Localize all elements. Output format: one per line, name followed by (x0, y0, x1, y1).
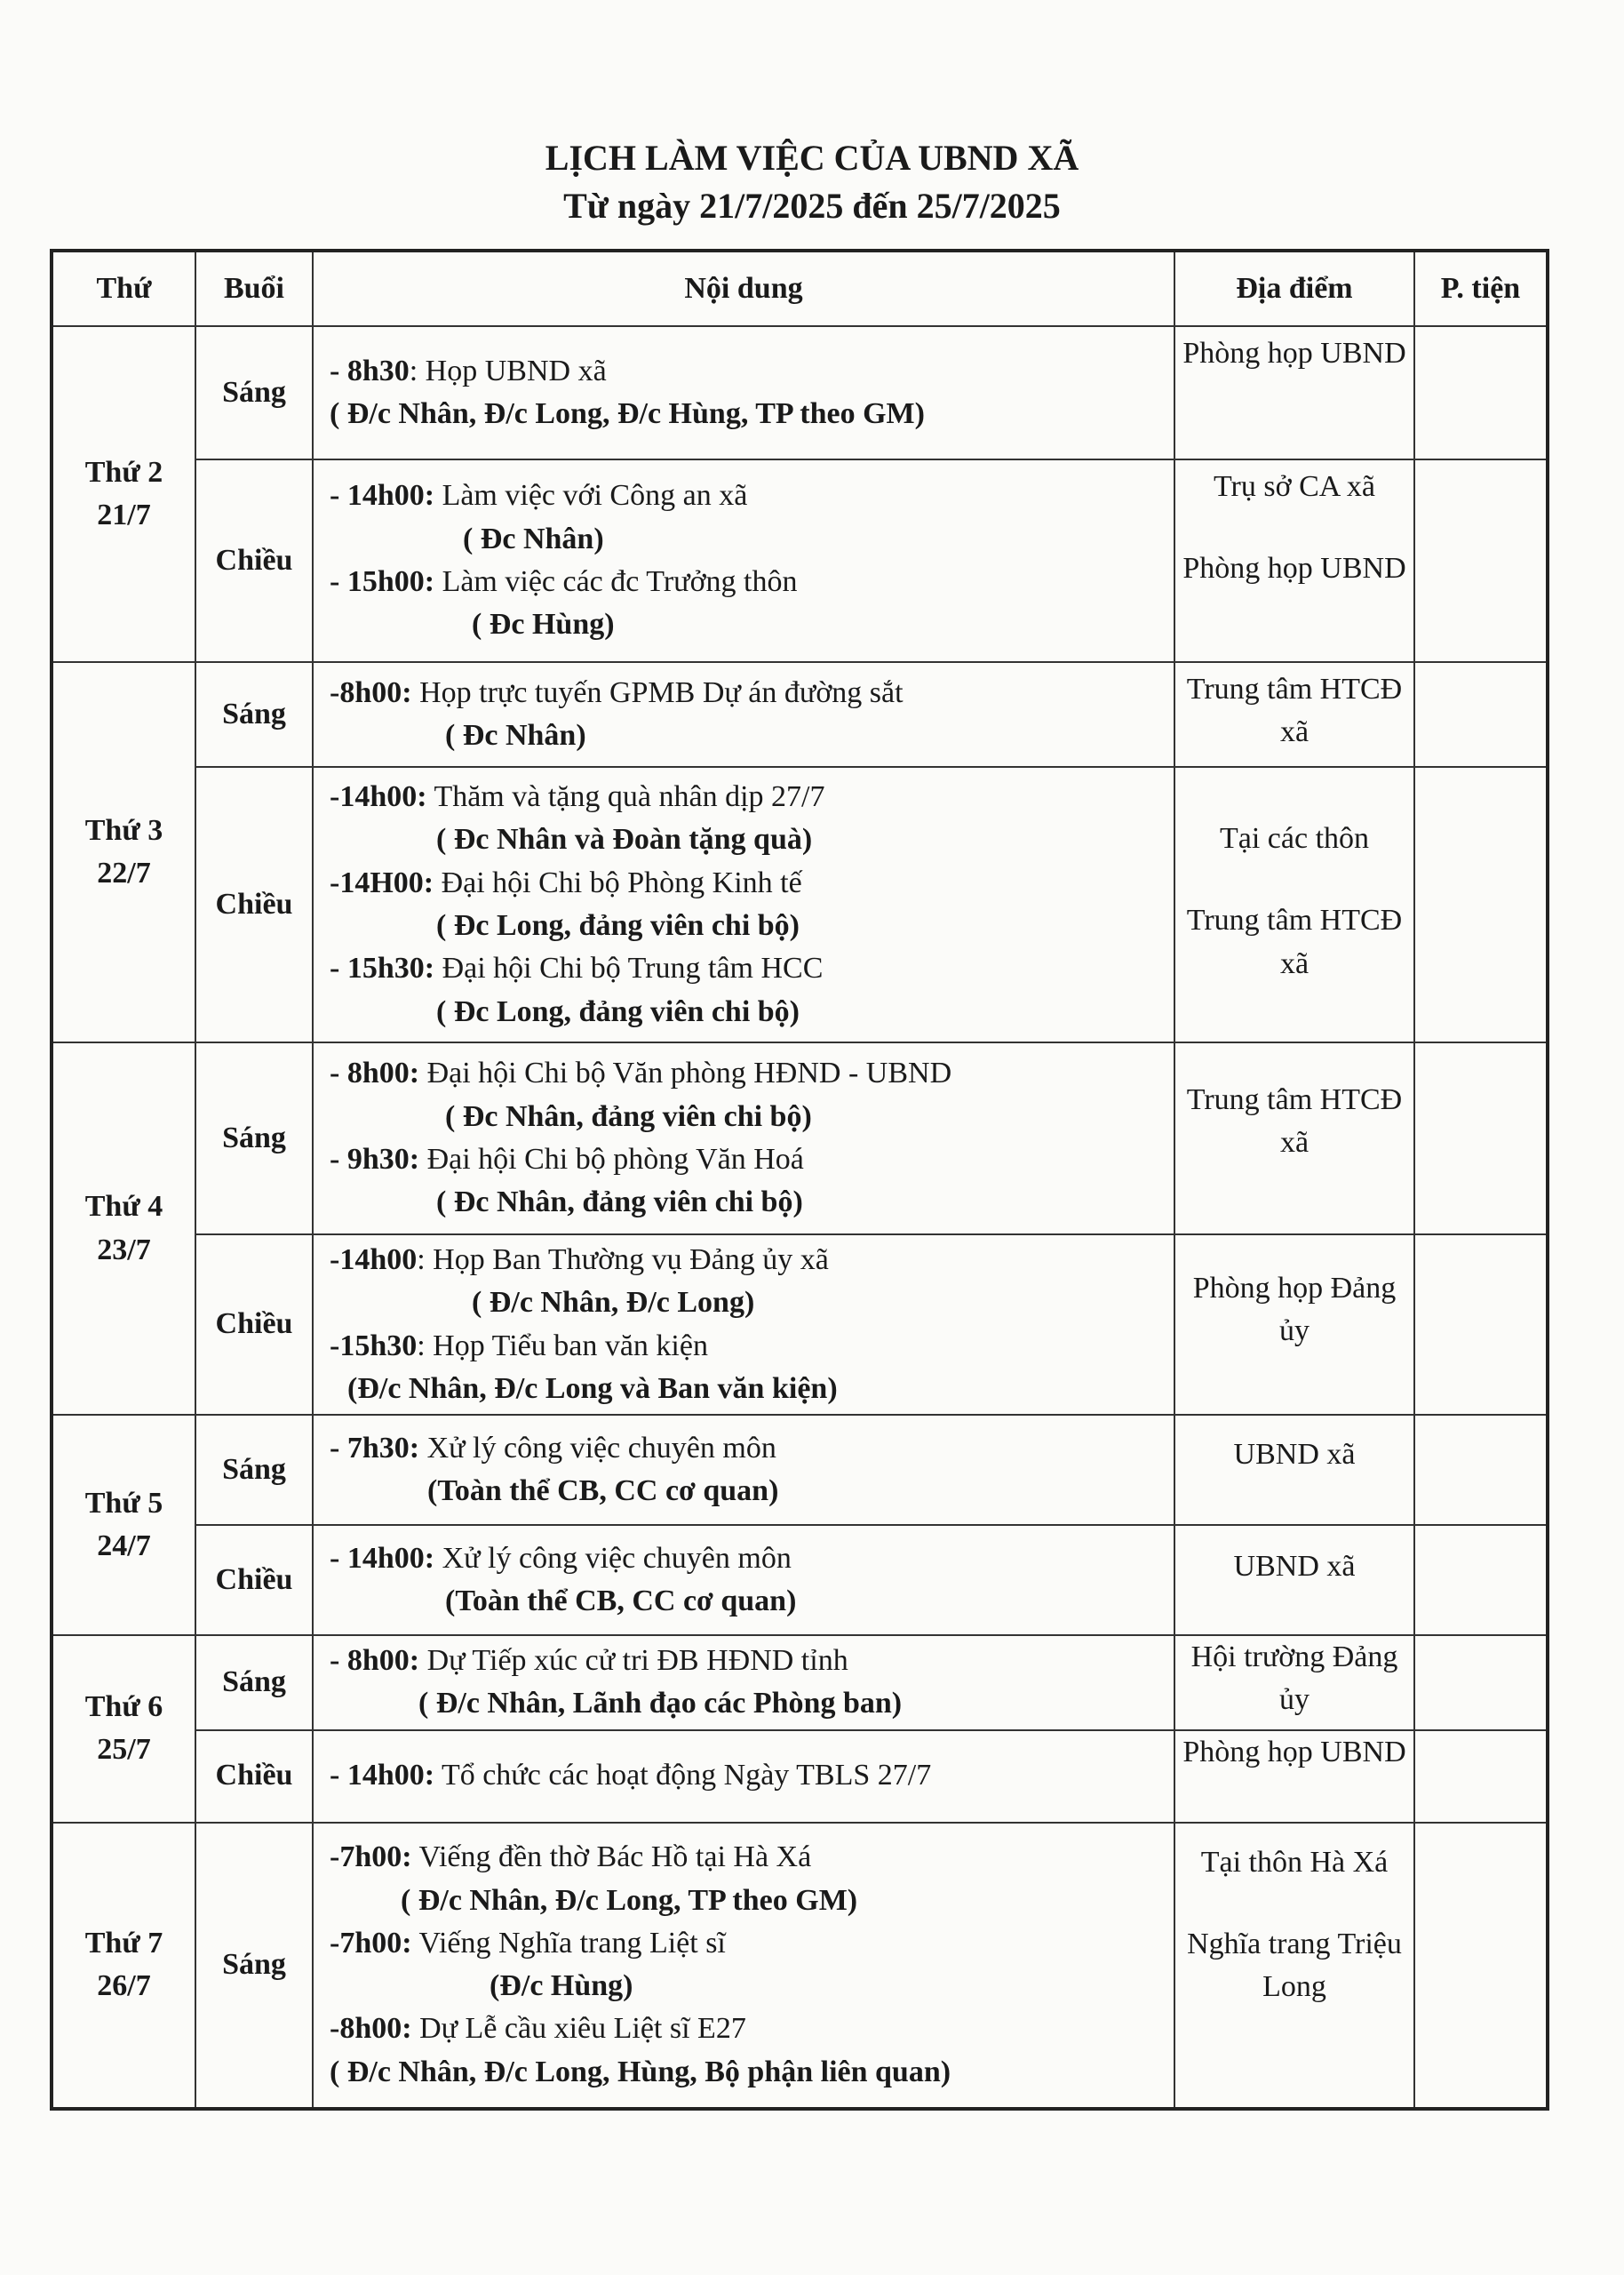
agenda-time: - 8h30 (330, 354, 410, 387)
location-text: Hội trường Đảng ủy (1190, 1640, 1398, 1717)
agenda-item (330, 1640, 1165, 1682)
col-header-vehicle: P. tiện (1414, 251, 1548, 326)
vehicle-cell (1414, 767, 1548, 1042)
day-cell (52, 1415, 195, 1635)
location-text: Trụ sở CA xã (1213, 470, 1376, 503)
day-cell (52, 326, 195, 662)
agenda-attendees: ( Đ/c Nhân, Đ/c Long, TP theo GM) (401, 1883, 858, 1917)
schedule-title: LỊCH LÀM VIỆC CỦA UBND XÃ (545, 138, 1079, 178)
location-text: Trung tâm HTCĐ xã (1186, 673, 1403, 749)
agenda-item (330, 2008, 1165, 2050)
agenda-item (330, 561, 1165, 603)
agenda-text: Đại hội Chi bộ Văn phòng HĐND - UBND (419, 1057, 952, 1090)
agenda-time: -15h30 (330, 1329, 418, 1362)
agenda-time: -14H00: (330, 866, 434, 899)
agenda-attendees: ( Đ/c Nhân, Lãnh đạo các Phòng ban) (418, 1687, 903, 1720)
day-date: 24/7 (97, 1529, 151, 1563)
agenda-attendees: (Toàn thể CB, CC cơ quan) (427, 1474, 779, 1508)
day-date: 26/7 (97, 1969, 151, 2003)
agenda-item (330, 672, 1165, 714)
day-cell (52, 1823, 195, 2109)
session-cell: Sáng (195, 1823, 313, 2109)
day-cell (52, 1042, 195, 1415)
vehicle-cell (1414, 459, 1548, 662)
agenda-time: -7h00: (330, 1926, 412, 1960)
agenda-item (330, 1836, 1165, 1879)
content-cell (313, 1635, 1174, 1730)
session-cell: Sáng (195, 1042, 313, 1234)
agenda-time: - 15h30: (330, 952, 435, 986)
agenda-text: : Họp Ban Thường vụ Đảng ủy xã (417, 1243, 829, 1276)
agenda-text: Thăm và tặng quà nhân dịp 27/7 (426, 780, 825, 814)
agenda-time: - 14h00: (330, 1541, 435, 1575)
agenda-text: Làm việc các đc Trưởng thôn (434, 565, 798, 598)
table-row (52, 326, 1548, 459)
content-cell (313, 662, 1174, 767)
table-row (52, 1823, 1548, 2109)
session-cell: Chiều (195, 1234, 313, 1415)
agenda-item (330, 947, 1165, 990)
day-name: Thứ 5 (84, 1486, 163, 1520)
vehicle-cell (1414, 662, 1548, 767)
session-cell: Chiều (195, 1525, 313, 1635)
day-date: 23/7 (97, 1233, 151, 1266)
location-cell (1174, 1730, 1414, 1823)
agenda-attendees: ( Đc Long, đảng viên chi bộ) (436, 909, 800, 942)
location-text: Trung tâm HTCĐ xã (1186, 1083, 1403, 1160)
agenda-attendees: ( Đc Long, đảng viên chi bộ) (436, 994, 800, 1028)
day-cell (52, 1635, 195, 1823)
day-date: 22/7 (97, 857, 151, 890)
agenda-item (330, 350, 1165, 393)
agenda-text: Họp trực tuyến GPMB Dự án đường sắt (411, 675, 904, 709)
agenda-time: - 14h00: (330, 479, 435, 513)
agenda-attendees: ( Đ/c Nhân, Đ/c Long, Hùng, Bộ phận liên quan) (330, 2055, 951, 2088)
agenda-time: - 15h00: (330, 565, 435, 598)
agenda-attendees: ( Đ/c Nhân, Đ/c Long, Đ/c Hùng, TP theo GM) (330, 397, 925, 430)
agenda-attendees: (Đ/c Nhân, Đ/c Long và Ban văn kiện) (347, 1371, 838, 1405)
table-row (52, 767, 1548, 1042)
agenda-time: - 9h30: (330, 1143, 420, 1176)
vehicle-cell (1414, 1415, 1548, 1525)
location-text: Phòng họp UBND (1182, 337, 1406, 370)
session-cell: Sáng (195, 662, 313, 767)
agenda-time: -14h00: (330, 780, 427, 814)
location-text: Phòng họp Đảng ủy (1192, 1272, 1397, 1348)
table-row (52, 1234, 1548, 1415)
agenda-text: Dự Tiếp xúc cử tri ĐB HĐND tỉnh (419, 1644, 848, 1678)
location-text: Tại các thôn (1219, 822, 1370, 855)
day-date: 25/7 (97, 1733, 151, 1767)
agenda-item (330, 1427, 1165, 1470)
day-name: Thứ 2 (84, 455, 163, 489)
location-cell (1174, 1415, 1414, 1525)
session-cell: Sáng (195, 1635, 313, 1730)
agenda-item (330, 1325, 1165, 1368)
day-cell (52, 662, 195, 1042)
agenda-text: Viếng đền thờ Bác Hồ tại Hà Xá (411, 1840, 812, 1874)
agenda-item (330, 475, 1165, 517)
agenda-attendees: (Đ/c Hùng) (490, 1969, 633, 2003)
location-cell (1174, 1635, 1414, 1730)
session-cell: Chiều (195, 767, 313, 1042)
agenda-time: -8h00: (330, 675, 412, 709)
agenda-attendees: ( Đc Nhân và Đoàn tặng quà) (436, 823, 813, 857)
agenda-time: - 8h00: (330, 1057, 420, 1090)
vehicle-cell (1414, 1042, 1548, 1234)
location-cell (1174, 326, 1414, 459)
agenda-attendees: ( Đc Nhân) (463, 522, 604, 555)
day-name: Thứ 3 (84, 813, 163, 847)
agenda-time: -14h00 (330, 1243, 418, 1276)
work-schedule-table (50, 249, 1549, 2111)
table-row (52, 1415, 1548, 1525)
agenda-attendees: ( Đc Nhân, đảng viên chi bộ) (436, 1185, 803, 1219)
table-row (52, 1042, 1548, 1234)
vehicle-cell (1414, 326, 1548, 459)
location-cell (1174, 1823, 1414, 2109)
table-row (52, 1730, 1548, 1823)
col-header-content: Nội dung (313, 251, 1174, 326)
location-cell (1174, 1525, 1414, 1635)
content-cell (313, 326, 1174, 459)
agenda-item (330, 1922, 1165, 1965)
location-text: Phòng họp UBND (1182, 1735, 1406, 1768)
location-cell (1174, 459, 1414, 662)
content-cell (313, 1415, 1174, 1525)
location-cell (1174, 1234, 1414, 1415)
agenda-item (330, 1052, 1165, 1095)
location-text: Trung tâm HTCĐ xã (1186, 904, 1403, 980)
agenda-text: : Họp UBND xã (409, 354, 607, 387)
location-text: Tại thôn Hà Xá (1200, 1845, 1389, 1879)
location-text: Nghĩa trang Triệu Long (1187, 1927, 1402, 2004)
session-cell: Sáng (195, 1415, 313, 1525)
day-name: Thứ 4 (84, 1190, 163, 1224)
content-cell (313, 1823, 1174, 2109)
agenda-text: Dự Lễ cầu xiêu Liệt sĩ E27 (411, 2012, 746, 2046)
agenda-text: Đại hội Chi bộ Trung tâm HCC (434, 952, 824, 986)
session-cell: Chiều (195, 459, 313, 662)
table-header-row (52, 251, 1548, 326)
content-cell (313, 1042, 1174, 1234)
agenda-item (330, 1239, 1165, 1281)
vehicle-cell (1414, 1525, 1548, 1635)
content-cell (313, 1234, 1174, 1415)
agenda-text: Đại hội Chi bộ Phòng Kinh tế (434, 866, 802, 899)
agenda-attendees: (Toàn thể CB, CC cơ quan) (445, 1585, 797, 1618)
vehicle-cell (1414, 1730, 1548, 1823)
table-row (52, 459, 1548, 662)
agenda-attendees: ( Đc Nhân) (445, 719, 586, 752)
agenda-text: Làm việc với Công an xã (434, 479, 748, 513)
agenda-attendees: ( Đc Nhân, đảng viên chi bộ) (445, 1099, 812, 1133)
agenda-text: Xử lý công việc chuyên môn (419, 1431, 776, 1465)
location-text: Phòng họp UBND (1182, 552, 1406, 586)
day-name: Thứ 6 (84, 1690, 163, 1724)
location-cell (1174, 662, 1414, 767)
location-text: UBND xã (1233, 1438, 1356, 1472)
agenda-time: - 8h00: (330, 1644, 420, 1678)
vehicle-cell (1414, 1234, 1548, 1415)
agenda-text: : Họp Tiểu ban văn kiện (417, 1329, 708, 1362)
agenda-item (330, 862, 1165, 905)
vehicle-cell (1414, 1635, 1548, 1730)
agenda-item (330, 1754, 1165, 1797)
agenda-time: - 7h30: (330, 1431, 420, 1465)
table-row (52, 662, 1548, 767)
agenda-time: -8h00: (330, 2012, 412, 2046)
location-text: UBND xã (1233, 1550, 1356, 1584)
content-cell (313, 459, 1174, 662)
col-header-session: Buổi (195, 251, 313, 326)
agenda-text: Đại hội Chi bộ phòng Văn Hoá (419, 1143, 804, 1176)
agenda-text: Xử lý công việc chuyên môn (434, 1541, 792, 1575)
location-cell (1174, 767, 1414, 1042)
content-cell (313, 1730, 1174, 1823)
session-cell: Chiều (195, 1730, 313, 1823)
session-cell: Sáng (195, 326, 313, 459)
col-header-location: Địa điểm (1174, 251, 1414, 326)
agenda-attendees: ( Đ/c Nhân, Đ/c Long) (472, 1286, 755, 1320)
agenda-item (330, 1138, 1165, 1181)
agenda-text: Tổ chức các hoạt động Ngày TBLS 27/7 (434, 1759, 932, 1792)
agenda-time: -7h00: (330, 1840, 412, 1874)
day-date: 21/7 (97, 499, 151, 531)
table-row (52, 1525, 1548, 1635)
schedule-date-range: Từ ngày 21/7/2025 đến 25/7/2025 (563, 186, 1061, 226)
agenda-item (330, 776, 1165, 818)
vehicle-cell (1414, 1823, 1548, 2109)
content-cell (313, 1525, 1174, 1635)
table-row (52, 1635, 1548, 1730)
agenda-attendees: ( Đc Hùng) (472, 608, 615, 642)
agenda-text: Viếng Nghĩa trang Liệt sĩ (411, 1926, 726, 1960)
agenda-item (330, 1537, 1165, 1580)
day-name: Thứ 7 (84, 1926, 163, 1960)
location-cell (1174, 1042, 1414, 1234)
col-header-day: Thứ (52, 251, 195, 326)
agenda-time: - 14h00: (330, 1759, 435, 1792)
content-cell (313, 767, 1174, 1042)
